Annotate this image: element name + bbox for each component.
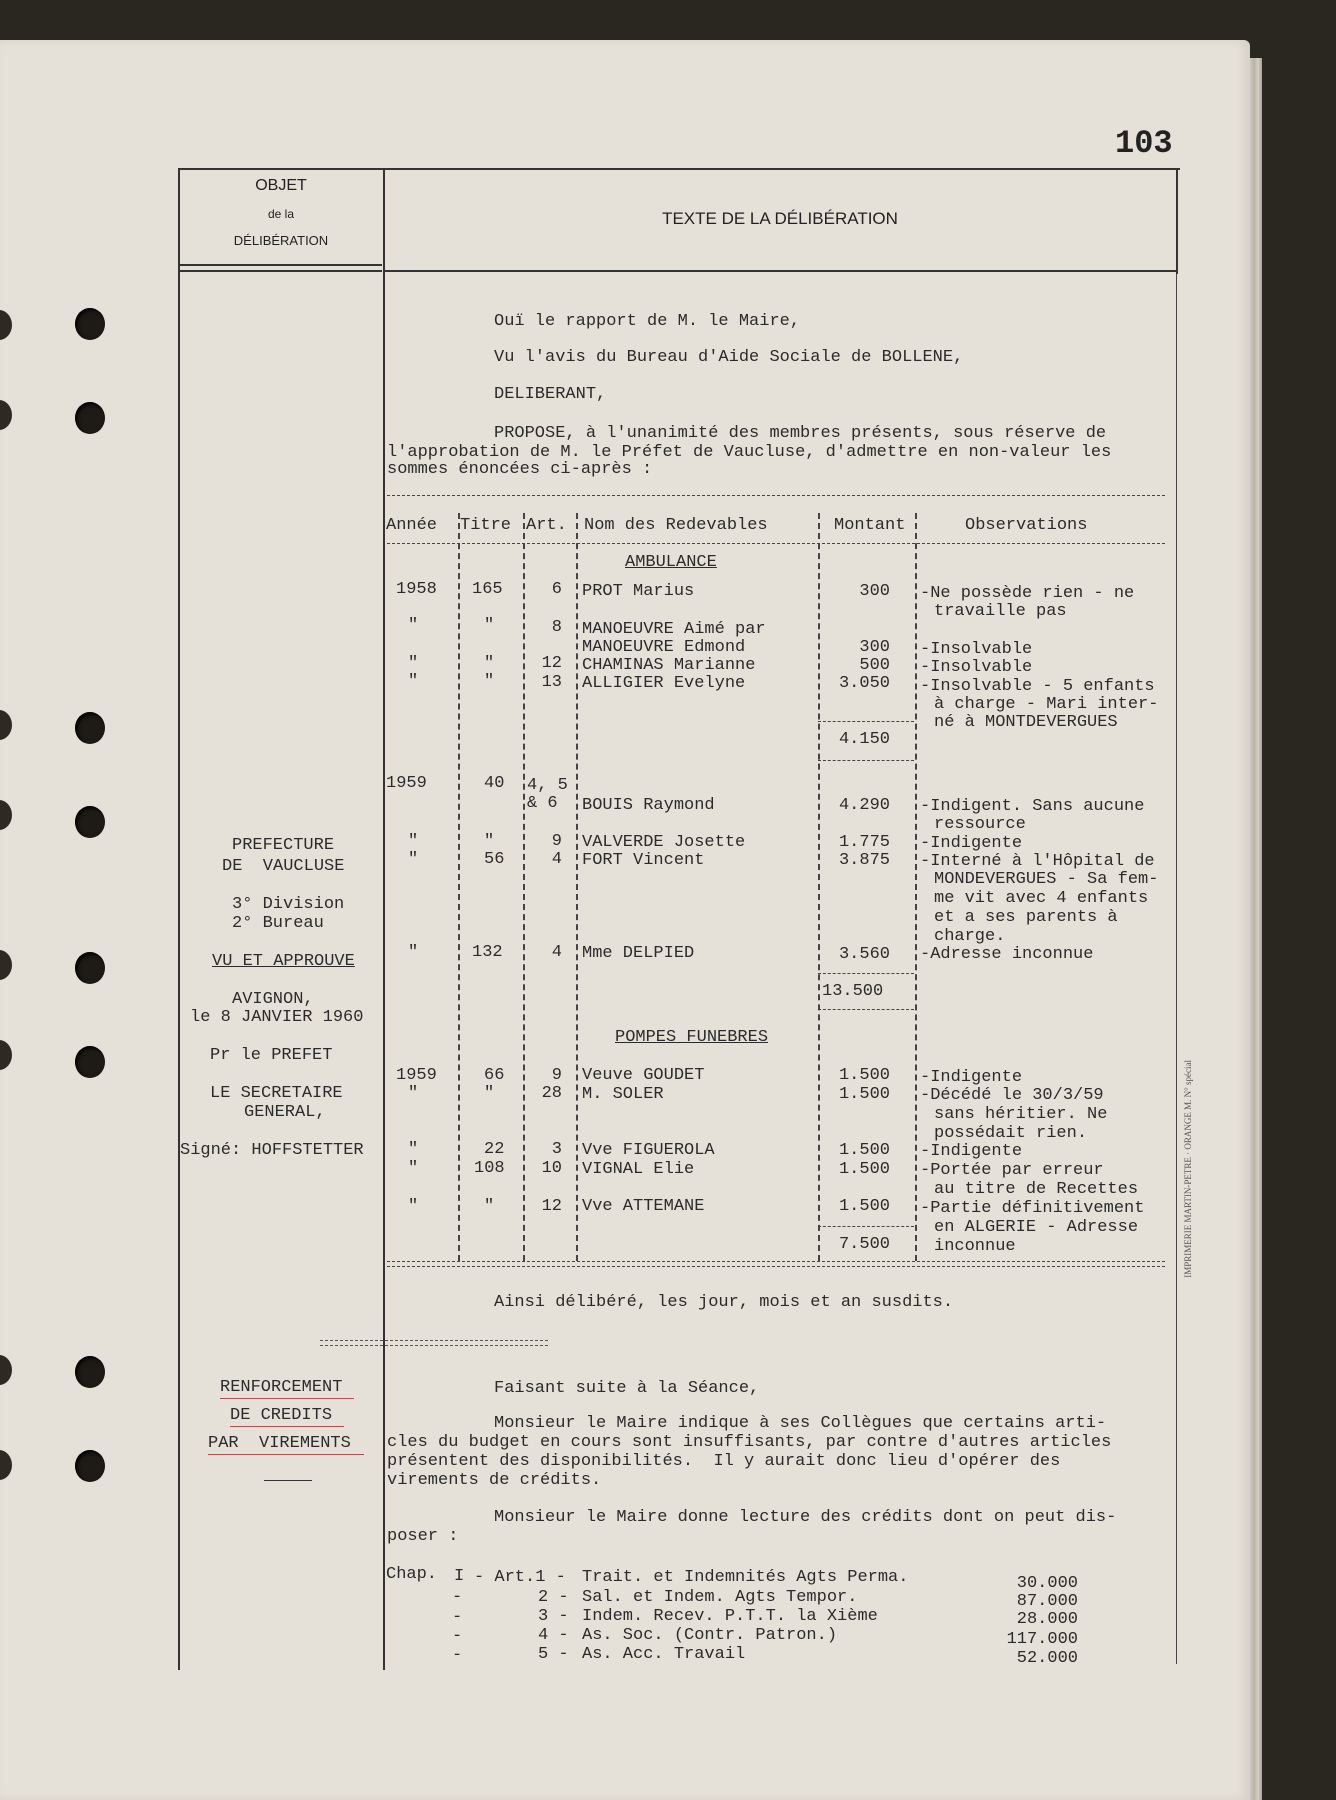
cell-obs: sans héritier. Ne bbox=[934, 1105, 1108, 1124]
intro-line: Vu l'avis du Bureau d'Aide Sociale de BOLLENE, bbox=[494, 348, 964, 367]
cell-obs: travaille pas bbox=[934, 602, 1067, 621]
section-title-ambulance: AMBULANCE bbox=[625, 553, 717, 572]
credit-label: Indem. Recev. P.T.T. la Xième bbox=[582, 1607, 878, 1626]
cell-obs: -Indigente bbox=[920, 834, 1023, 853]
binder-hole bbox=[75, 1356, 105, 1388]
table-bottom-double-rule bbox=[387, 1261, 1165, 1267]
section-divider bbox=[320, 1340, 548, 1346]
prefecture-stamp: LE SECRETAIRE bbox=[210, 1084, 343, 1103]
cell-obs: charge. bbox=[934, 927, 1006, 946]
red-underline bbox=[220, 1398, 354, 1399]
credit-amount: 30.000 bbox=[1016, 1574, 1078, 1593]
cell-nom: ALLIGIER Evelyne bbox=[582, 674, 746, 693]
cell-nom: BOUIS Raymond bbox=[582, 796, 715, 815]
binder-hole bbox=[75, 1450, 105, 1482]
renforcement-title: PAR VIREMENTS bbox=[208, 1434, 351, 1453]
cell-montant: 300 bbox=[859, 582, 890, 601]
cell-annee: " bbox=[408, 1140, 419, 1159]
cell-obs: inconnue bbox=[934, 1237, 1016, 1256]
red-underline bbox=[230, 1426, 344, 1427]
section-title-pompes: POMPES FUNEBRES bbox=[615, 1028, 769, 1047]
cell-nom: VALVERDE Josette bbox=[582, 833, 746, 852]
subtotal-rule bbox=[818, 1009, 914, 1012]
col-observations: Observations bbox=[965, 516, 1088, 535]
cell-nom: Vve ATTEMANE bbox=[582, 1197, 705, 1216]
cell-montant: 1.500 bbox=[838, 1160, 890, 1179]
cell-art: 8 bbox=[551, 618, 562, 637]
col-bar bbox=[523, 513, 525, 1261]
cell-nom: MANOEUVRE Aimé par bbox=[582, 620, 766, 639]
cell-art: 4 bbox=[551, 943, 562, 962]
prefecture-stamp: Pr le PREFET bbox=[210, 1046, 333, 1065]
credit-prefix: - Art.1 - bbox=[474, 1568, 566, 1587]
cell-art: 9 bbox=[551, 832, 562, 851]
col-titre: Titre bbox=[460, 516, 512, 535]
cell-annee: " bbox=[408, 654, 419, 673]
cell-titre: " bbox=[484, 654, 495, 673]
cell-nom: M. SOLER bbox=[582, 1085, 664, 1104]
short-rule bbox=[264, 1480, 312, 1481]
prefecture-stamp: GENERAL, bbox=[244, 1103, 326, 1122]
cell-titre: 22 bbox=[484, 1140, 505, 1159]
binder-hole bbox=[75, 806, 105, 838]
cell-obs: -Ne possède rien - ne bbox=[920, 584, 1135, 603]
credit-label: Sal. et Indem. Agts Tempor. bbox=[582, 1588, 858, 1607]
prefecture-stamp: Signé: HOFFSTETTER bbox=[180, 1141, 364, 1160]
col-bar bbox=[458, 513, 460, 1261]
credit-label: As. Acc. Travail bbox=[582, 1645, 746, 1664]
cell-titre: 56 bbox=[484, 850, 505, 869]
cell-nom: MANOEUVRE Edmond bbox=[582, 638, 746, 657]
cell-obs: MONDEVERGUES - Sa fem- bbox=[934, 870, 1159, 889]
subtotal-rule bbox=[818, 1226, 914, 1229]
cell-annee: " bbox=[408, 850, 419, 869]
col-art: Art. bbox=[526, 516, 567, 535]
cell-titre: " bbox=[484, 832, 495, 851]
col-montant: Montant bbox=[834, 516, 906, 535]
cell-montant: 1.500 bbox=[838, 1141, 890, 1160]
cell-titre: " bbox=[484, 616, 495, 635]
page-stack-edge bbox=[1250, 58, 1262, 1800]
cell-annee: " bbox=[408, 1159, 419, 1178]
renforcement-title: DE CREDITS bbox=[230, 1406, 333, 1425]
cell-art: 28 bbox=[541, 1084, 562, 1103]
table-top-rule bbox=[387, 495, 1165, 510]
prefecture-stamp: 2° Bureau bbox=[232, 914, 324, 933]
cell-annee: " bbox=[408, 672, 419, 691]
intro-line: sommes énoncées ci-après : bbox=[387, 460, 653, 479]
cell-obs: -Indigent. Sans aucune bbox=[920, 797, 1145, 816]
body-line: Monsieur le Maire donne lecture des crédits dont on peut dis- bbox=[494, 1508, 1117, 1527]
cell-nom: PROT Marius bbox=[582, 582, 695, 601]
header-rule-left bbox=[180, 264, 382, 266]
cell-art: 4 bbox=[551, 850, 562, 869]
credit-amount: 117.000 bbox=[1006, 1630, 1078, 1649]
prefecture-stamp: 3° Division bbox=[232, 895, 345, 914]
objet-label-3: DÉLIBÉRATION bbox=[233, 233, 329, 248]
header-rule-left-2 bbox=[180, 270, 382, 272]
red-underline bbox=[208, 1454, 364, 1455]
cell-annee: 1959 bbox=[396, 1066, 437, 1085]
cell-annee: " bbox=[408, 832, 419, 851]
cell-annee: 1958 bbox=[396, 580, 437, 599]
body-line: Monsieur le Maire indique à ses Collègues que certains arti- bbox=[494, 1414, 1107, 1433]
cell-titre: " bbox=[484, 1197, 495, 1216]
cell-montant: 1.500 bbox=[838, 1197, 890, 1216]
cell-obs: -Interné à l'Hôpital de bbox=[920, 852, 1155, 871]
cell-obs: -Décédé le 30/3/59 bbox=[920, 1086, 1104, 1105]
table-header-rule bbox=[387, 543, 1165, 546]
credit-prefix: 4 - bbox=[538, 1626, 569, 1645]
column-separator bbox=[383, 170, 385, 1670]
conclusion: Ainsi délibéré, les jour, mois et an susdits. bbox=[494, 1293, 954, 1312]
cell-nom: CHAMINAS Marianne bbox=[582, 656, 756, 675]
cell-nom: VIGNAL Elie bbox=[582, 1160, 695, 1179]
credit-amount: 28.000 bbox=[1016, 1610, 1078, 1629]
intro-line: DELIBERANT, bbox=[494, 385, 607, 404]
binder-hole bbox=[75, 712, 105, 744]
binder-hole bbox=[75, 402, 105, 434]
credit-label: Trait. et Indemnités Agts Perma. bbox=[582, 1568, 909, 1587]
col-nom: Nom des Redevables bbox=[584, 516, 768, 535]
cell-annee: " bbox=[408, 616, 419, 635]
cell-montant: 3.560 bbox=[838, 945, 890, 964]
texte-header: TEXTE DE LA DÉLIBÉRATION bbox=[662, 209, 898, 228]
intro-line: PROPOSE, à l'unanimité des membres présents, sous réserve de bbox=[494, 424, 1107, 443]
cell-art: 9 bbox=[551, 1066, 562, 1085]
chapter-label: Chap. bbox=[386, 1565, 438, 1584]
col-annee: Année bbox=[386, 516, 438, 535]
credit-prefix: 2 - bbox=[538, 1588, 569, 1607]
cell-titre: 165 bbox=[472, 580, 503, 599]
cell-annee: " bbox=[408, 1084, 419, 1103]
subtotal-1: 4.150 bbox=[838, 730, 890, 749]
cell-art: 13 bbox=[541, 673, 562, 692]
cell-nom: Veuve GOUDET bbox=[582, 1066, 705, 1085]
cell-art: 4, 5 bbox=[527, 776, 568, 795]
prefecture-stamp: DE VAUCLUSE bbox=[222, 857, 345, 876]
cell-obs: et a ses parents à bbox=[934, 908, 1118, 927]
objet-label: OBJET bbox=[255, 177, 307, 194]
dash-mark: - bbox=[452, 1608, 463, 1627]
chapter-roman: I bbox=[454, 1567, 465, 1586]
credit-prefix: 3 - bbox=[538, 1607, 569, 1626]
credit-prefix: 5 - bbox=[538, 1645, 569, 1664]
body-line: cles du budget en cours sont insuffisants, par contre d'autres articles bbox=[387, 1433, 1112, 1452]
body-line: présentent des disponibilités. Il y aurait donc lieu d'opérer des bbox=[387, 1452, 1061, 1471]
cell-titre: 66 bbox=[484, 1066, 505, 1085]
cell-annee: " bbox=[408, 943, 419, 962]
cell-obs: possédait rien. bbox=[934, 1124, 1088, 1143]
cell-obs: -Insolvable - 5 enfants bbox=[920, 677, 1155, 696]
intro-line: l'approbation de M. le Préfet de Vaucluse, d'admettre en non-valeur les bbox=[387, 443, 1112, 462]
prefecture-stamp: AVIGNON, bbox=[232, 990, 314, 1009]
cell-titre: 40 bbox=[484, 774, 505, 793]
prefecture-stamp: VU ET APPROUVE bbox=[212, 952, 355, 971]
renforcement-title: RENFORCEMENT bbox=[220, 1378, 343, 1397]
cell-obs: -Partie définitivement bbox=[920, 1199, 1145, 1218]
cell-art: & 6 bbox=[527, 794, 558, 813]
binder-hole bbox=[75, 308, 105, 340]
page-number: 103 bbox=[1115, 125, 1173, 162]
body-line: poser : bbox=[387, 1527, 459, 1546]
prefecture-stamp: le 8 JANVIER 1960 bbox=[190, 1008, 364, 1027]
credit-label: As. Soc. (Contr. Patron.) bbox=[582, 1626, 838, 1645]
cell-art: 6 bbox=[551, 580, 562, 599]
objet-label-2: de la bbox=[267, 207, 295, 221]
prefecture-stamp: PREFECTURE bbox=[232, 836, 335, 855]
body-line: virements de crédits. bbox=[387, 1471, 602, 1490]
cell-nom: Vve FIGUEROLA bbox=[582, 1141, 715, 1160]
col-bar bbox=[576, 513, 578, 1261]
dash-mark: - bbox=[452, 1588, 463, 1607]
total-pompes: 7.500 bbox=[838, 1235, 890, 1254]
cell-obs: -Indigente bbox=[920, 1142, 1023, 1161]
cell-art: 12 bbox=[541, 654, 562, 673]
cell-obs: -Insolvable bbox=[920, 658, 1033, 677]
cell-obs: né à MONTDEVERGUES bbox=[934, 713, 1118, 732]
subtotal-rule bbox=[818, 973, 914, 976]
cell-montant: 3.875 bbox=[838, 851, 890, 870]
cell-montant: 1.500 bbox=[838, 1085, 890, 1104]
cell-obs: à charge - Mari inter- bbox=[934, 695, 1159, 714]
cell-obs: me vit avec 4 enfants bbox=[934, 889, 1149, 908]
frame-right-edge-lower bbox=[1176, 274, 1177, 1664]
dash-mark: - bbox=[452, 1627, 463, 1646]
dash-mark: - bbox=[452, 1646, 463, 1665]
cell-obs: -Adresse inconnue bbox=[920, 945, 1094, 964]
binder-hole bbox=[75, 1046, 105, 1078]
intro-line: Ouï le rapport de M. le Maire, bbox=[494, 312, 801, 331]
cell-montant: 500 bbox=[859, 656, 890, 675]
cell-art: 10 bbox=[541, 1159, 562, 1178]
cell-art: 12 bbox=[541, 1197, 562, 1216]
cell-montant: 3.050 bbox=[838, 674, 890, 693]
cell-obs: -Insolvable bbox=[920, 640, 1033, 659]
cell-annee: 1959 bbox=[386, 774, 427, 793]
printer-note: IMPRIMERIE MARTIN-PETRE · ORANGE M. N° spécial bbox=[1183, 1060, 1193, 1278]
frame-right-edge bbox=[1176, 170, 1178, 274]
cell-art: 3 bbox=[551, 1140, 562, 1159]
cell-obs: -Indigente bbox=[920, 1068, 1023, 1087]
cell-montant: 1.775 bbox=[838, 833, 890, 852]
binder-hole bbox=[75, 952, 105, 984]
cell-titre: 132 bbox=[472, 943, 503, 962]
cell-titre: 108 bbox=[474, 1159, 505, 1178]
cell-nom: FORT Vincent bbox=[582, 851, 705, 870]
credit-amount: 87.000 bbox=[1016, 1592, 1078, 1611]
cell-montant: 300 bbox=[859, 638, 890, 657]
cell-titre: " bbox=[484, 1084, 495, 1103]
total-ambulance: 13.500 bbox=[822, 982, 884, 1001]
cell-obs: ressource bbox=[934, 815, 1026, 834]
cell-obs: en ALGERIE - Adresse bbox=[934, 1218, 1139, 1237]
cell-nom: Mme DELPIED bbox=[582, 944, 695, 963]
col-bar bbox=[915, 513, 917, 1261]
cell-annee: " bbox=[408, 1197, 419, 1216]
cell-obs: -Portée par erreur bbox=[920, 1161, 1104, 1180]
subtotal-rule bbox=[818, 721, 914, 724]
header-rule-right bbox=[385, 270, 1177, 272]
cell-montant: 4.290 bbox=[838, 796, 890, 815]
cell-titre: " bbox=[484, 672, 495, 691]
credit-amount: 52.000 bbox=[1016, 1649, 1078, 1668]
cell-obs: au titre de Recettes bbox=[934, 1180, 1139, 1199]
subtotal-rule bbox=[818, 760, 914, 763]
cell-montant: 1.500 bbox=[838, 1066, 890, 1085]
body-line: Faisant suite à la Séance, bbox=[494, 1379, 760, 1398]
